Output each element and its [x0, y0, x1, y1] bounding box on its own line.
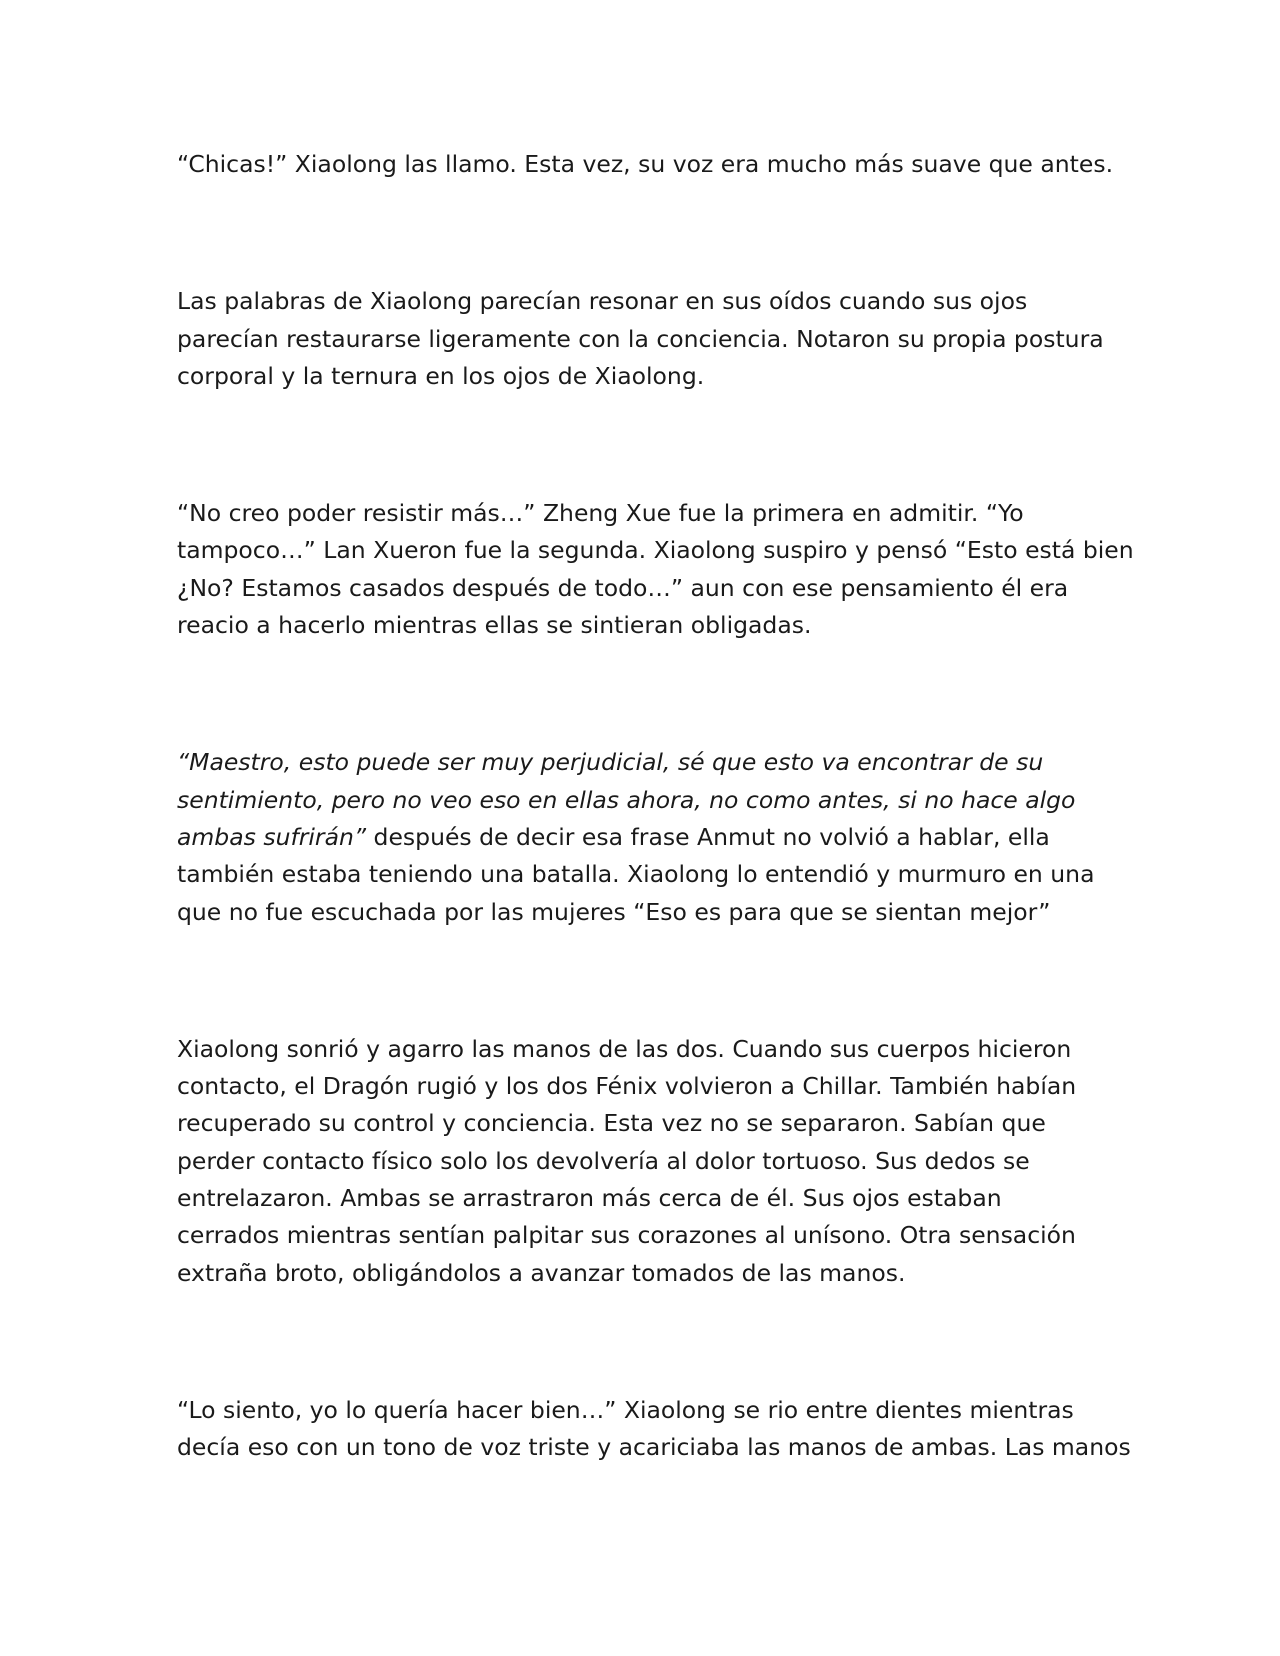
paragraph-1	[177, 146, 1114, 183]
text-line: parecían restaurarse ligeramente con la conciencia. Notaron su propia postura	[177, 324, 1104, 353]
text-line: Las palabras de Xiaolong parecían resonar en sus oídos cuando sus ojos	[177, 287, 1028, 316]
regular-fragment: después de decir esa frase Anmut no volvió a hablar, ella	[366, 822, 1050, 851]
text-line: perder contacto físico solo los devolvería al dolor tortuoso. Sus dedos se	[177, 1146, 1030, 1175]
italic-text-line: sentimiento, pero no veo eso en ellas ahora, no como antes, si no hace algo	[177, 785, 1076, 814]
text-line: corporal y la ternura en los ojos de Xiaolong.	[177, 361, 705, 390]
paragraph-4	[177, 744, 1097, 930]
document-body	[177, 146, 1134, 1467]
text-line: “Lo siento, yo lo quería hacer bien…” Xiaolong se rio entre dientes mientras	[177, 1395, 1074, 1424]
text-line: cerrados mientras sentían palpitar sus corazones al unísono. Otra sensación	[177, 1221, 1076, 1250]
italic-fragment: ambas sufrirán”	[177, 822, 367, 851]
text-line: extraña broto, obligándolos a avanzar tomados de las manos.	[177, 1258, 906, 1287]
text-line: reacio a hacerlo mientras ellas se sintieran obligadas.	[177, 611, 812, 640]
paragraph-3	[177, 495, 1134, 644]
text-line: que no fue escuchada por las mujeres “Eso es para que se sientan mejor”	[177, 897, 1051, 926]
paragraph-5	[177, 1031, 1097, 1292]
mixed-text-line	[177, 819, 1097, 856]
text-line: decía eso con un tono de voz triste y acariciaba las manos de ambas. Las manos	[177, 1433, 1131, 1462]
paragraph-6	[177, 1392, 1131, 1467]
italic-text-line: “Maestro, esto puede ser muy perjudicial, sé que esto va encontrar de su	[177, 748, 1044, 777]
text-line: Xiaolong sonrió y agarro las manos de las dos. Cuando sus cuerpos hicieron	[177, 1034, 1072, 1063]
text-line: contacto, el Dragón rugió y los dos Fénix volvieron a Chillar. También habían	[177, 1072, 1077, 1101]
text-line: “Chicas!” Xiaolong las llamo. Esta vez, su voz era mucho más suave que antes.	[177, 150, 1114, 178]
text-line: “No creo poder resistir más…” Zheng Xue fue la primera en admitir. “Yo	[177, 499, 1024, 528]
text-line: tampoco…” Lan Xueron fue la segunda. Xiaolong suspiro y pensó “Esto está bien	[177, 536, 1134, 565]
text-line: recuperado su control y conciencia. Esta vez no se separaron. Sabían que	[177, 1109, 1046, 1138]
paragraph-2	[177, 283, 1104, 395]
text-line: también estaba teniendo una batalla. Xiaolong lo entendió y murmuro en una	[177, 860, 1095, 889]
text-line: ¿No? Estamos casados después de todo…” aun con ese pensamiento él era	[177, 573, 1069, 602]
text-line: entrelazaron. Ambas se arrastraron más cerca de él. Sus ojos estaban	[177, 1184, 1002, 1213]
